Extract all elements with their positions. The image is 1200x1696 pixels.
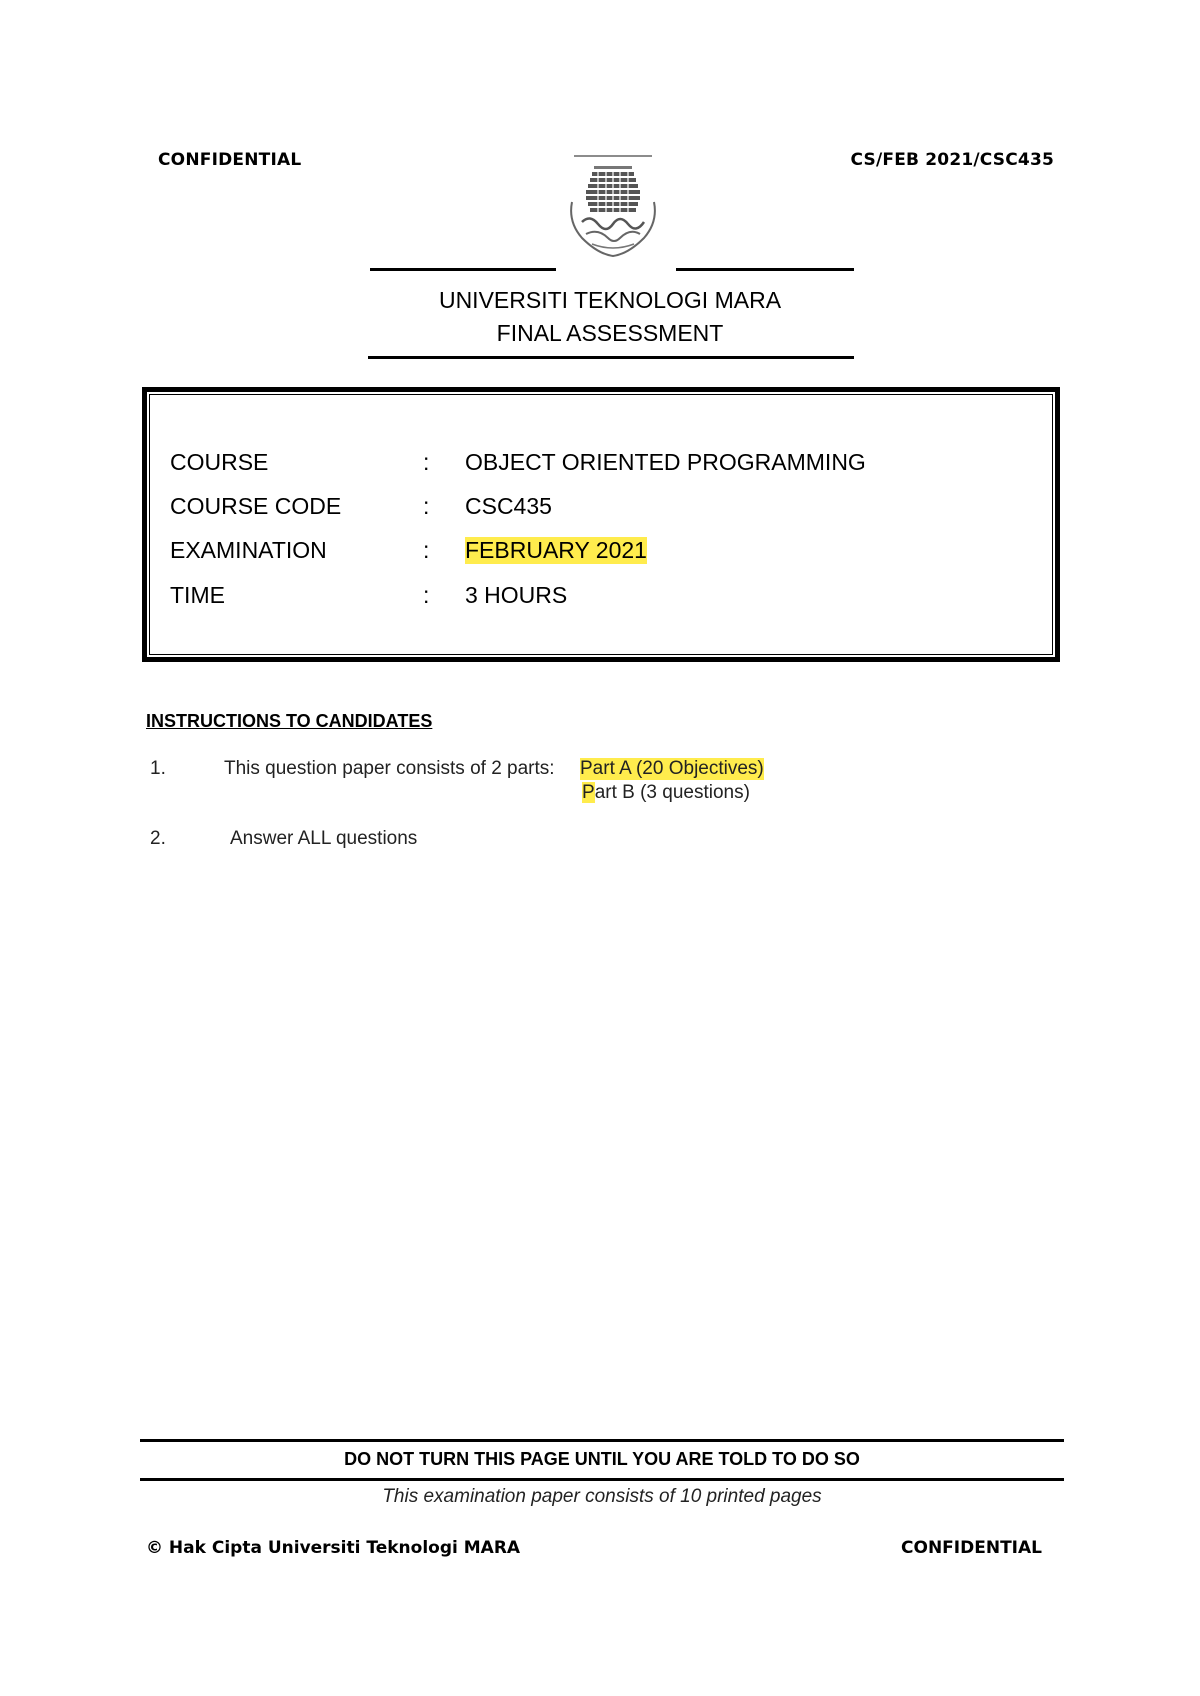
instruction-1-part-a: Part A (20 Objectives) xyxy=(580,758,764,779)
detail-value: 3 HOURS xyxy=(465,582,568,608)
detail-colon: : xyxy=(423,582,430,608)
assessment-title: FINAL ASSESSMENT xyxy=(496,320,724,346)
detail-label: TIME xyxy=(170,582,225,608)
part-b-rest: art B (3 questions) xyxy=(594,782,750,803)
title-top-rule-right xyxy=(676,268,854,271)
do-not-turn-warning: DO NOT TURN THIS PAGE UNTIL YOU ARE TOLD TO DO SO xyxy=(344,1449,860,1469)
header-confidential: CONFIDENTIAL xyxy=(158,150,302,170)
page-count-note: This examination paper consists of 10 printed pages xyxy=(382,1486,822,1507)
detail-colon: : xyxy=(423,449,430,475)
copyright-notice: © Hak Cipta Universiti Teknologi MARA xyxy=(146,1538,521,1558)
detail-value-highlighted: FEBRUARY 2021 xyxy=(465,537,647,563)
header-exam-code: CS/FEB 2021/CSC435 xyxy=(850,150,1054,170)
instruction-1-text: This question paper consists of 2 parts: xyxy=(224,758,555,779)
detail-value: OBJECT ORIENTED PROGRAMMING xyxy=(465,449,866,475)
footer-top-rule xyxy=(140,1439,1064,1442)
part-b-highlight: P xyxy=(582,782,595,803)
footer-confidential: CONFIDENTIAL xyxy=(901,1538,1042,1558)
detail-label: COURSE xyxy=(170,449,269,475)
university-crest-icon xyxy=(568,152,658,264)
title-bottom-rule xyxy=(368,356,854,359)
university-name: UNIVERSITI TEKNOLOGI MARA xyxy=(438,287,782,313)
instruction-2-number: 2. xyxy=(150,828,166,849)
course-details-box xyxy=(142,387,1060,662)
detail-label: EXAMINATION xyxy=(170,537,327,563)
instruction-1-part-b xyxy=(582,782,750,804)
detail-colon: : xyxy=(423,493,430,519)
instructions-title: INSTRUCTIONS TO CANDIDATES xyxy=(146,711,433,731)
detail-value: CSC435 xyxy=(465,493,552,519)
instruction-2-text: Answer ALL questions xyxy=(230,828,418,849)
instruction-1-number: 1. xyxy=(150,758,166,779)
footer-bottom-rule xyxy=(140,1478,1064,1481)
detail-label: COURSE CODE xyxy=(170,493,342,519)
title-top-rule-left xyxy=(370,268,556,271)
detail-colon: : xyxy=(423,537,430,563)
